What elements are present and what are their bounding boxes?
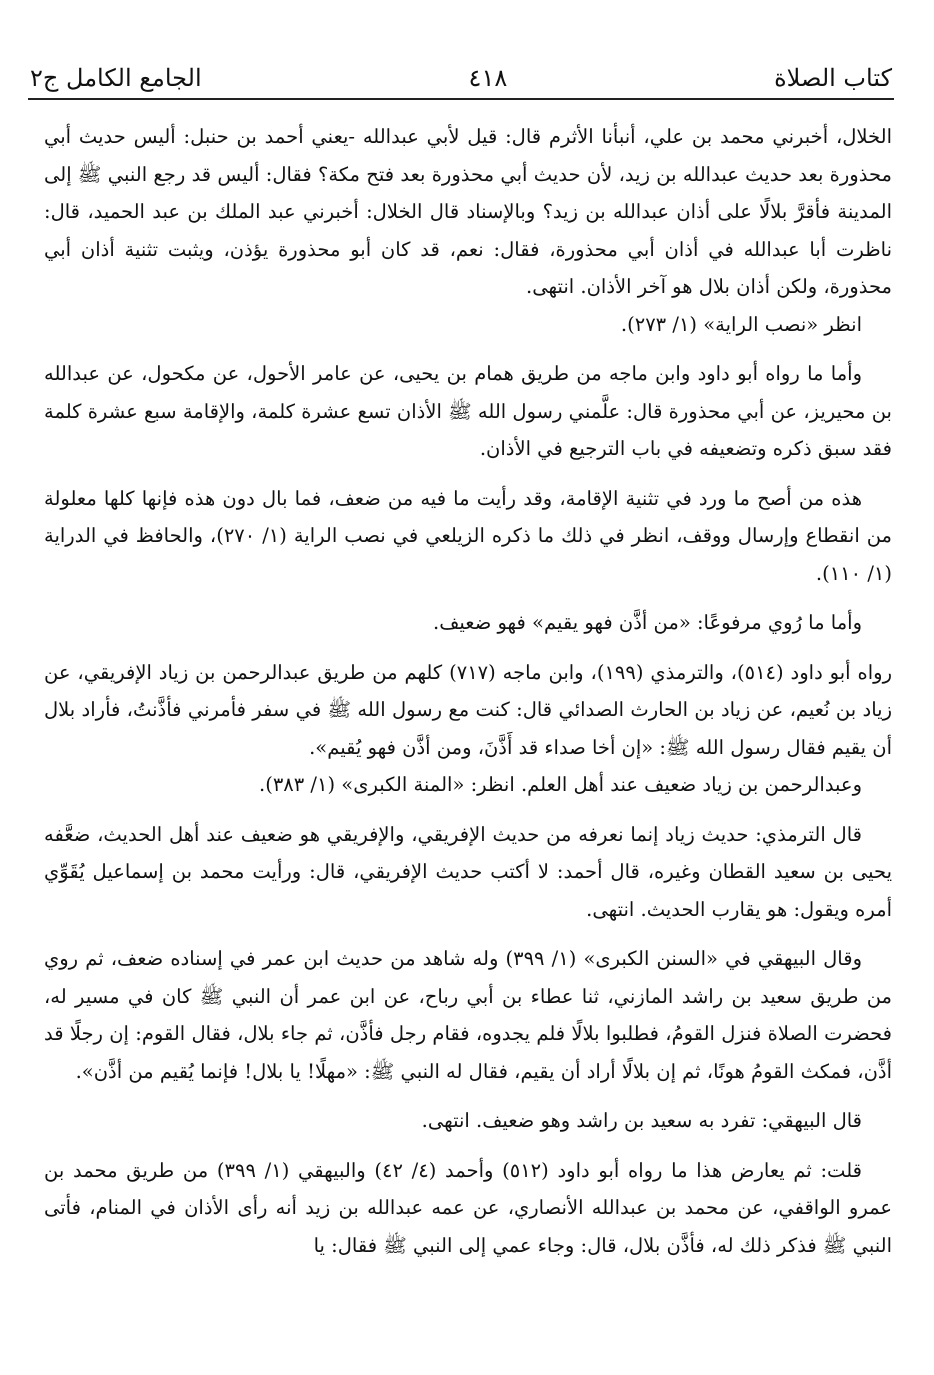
paragraph-khallal-narration: الخلال، أخبرني محمد بن علي، أنبأنا الأثرم قال: قيل لأبي عبدالله -يعني أحمد بن حنبل: أليس حديث أبي محذورة بعد حديث عبدالله بن زيد، لأن حديث أبي محذورة بعد فتح مكة؟ فقال: أليس قد رجع النبي ﷺ إلى المدينة فأقرَّ بلالًا على أذان عبدالله بن زيد؟ وبالإسناد قال الخلال: أخبرني عبد الملك بن عبد الحميد، قال: ناظرت أبا عبدالله في أذان أبي محذورة، فقال: نعم، قد كان أبو محذورة يؤذن، ويثبت تثنية أذان أبي محذورة، ولكن أذان بلال هو آخر الأذان. انتهى. xyxy=(44,125,892,298)
header-divider xyxy=(28,98,894,100)
paragraph-bayhaqi-tafarrud: قال البيهقي: تفرد به سعيد بن راشد وهو ضعيف. انتهى. xyxy=(421,1109,862,1132)
paragraph-tathniyat-iqama: هذه من أصح ما ورد في تثنية الإقامة، وقد رأيت ما فيه من ضعف، فما بال دون هذه فإنها كلها معلولة من انقطاع وإرسال ووقف، انظر في ذلك ما ذكره الزيلعي في نصب الراية (١/ ٢٧٠)، والحافظ في الدراية (١/ ١١٠). xyxy=(44,486,892,585)
page-body xyxy=(44,118,892,1264)
paragraph-riwaya-sources: رواه أبو داود (٥١٤)، والترمذي (١٩٩)، وابن ماجه (٧١٧) كلهم من طريق عبدالرحمن بن زياد الإفريقي، عن زياد بن نُعيم، عن زياد بن الحارث الصدائي قال: كنت مع رسول الله ﷺ في سفر فأمرني فأذَّنتُ، فأراد بلال أن يقيم فقال رسول الله ﷺ: «إن أخا صداء قد أَذَّنَ، ومن أذَّن فهو يُقيم». xyxy=(44,660,892,759)
paragraph-man-adhdhana: وأما ما رُوي مرفوعًا: «من أذَّن فهو يقيم» فهو ضعيف. xyxy=(433,611,862,634)
running-header xyxy=(30,52,892,92)
paragraph-tirmidhi: قال الترمذي: حديث زياد إنما نعرفه من حديث الإفريقي، والإفريقي هو ضعيف عند أهل الحديث، ضعَّفه يحيى بن سعيد القطان وغيره، قال أحمد: لا أكتب حديث الإفريقي، قال: ورأيت محمد بن إسماعيل يُقَوِّي أمره ويقول: هو يقارب الحديث. انتهى. xyxy=(44,822,892,921)
chapter-title: كتاب الصلاة xyxy=(774,64,892,92)
paragraph-qultu: قلت: ثم يعارض هذا ما رواه أبو داود (٥١٢) وأحمد (٤/ ٤٢) والبيهقي (١/ ٣٩٩) من طريق محمد بن عمرو الواقفي، عن محمد بن عبدالله الأنصاري، عن عمه عبدالله بن زيد أنه رأى الأذان في المنام، فأتى النبي ﷺ فذكر ذلك له، فأذَّن بلال، قال: وجاء عمي إلى النبي ﷺ فقال: يا xyxy=(44,1158,892,1257)
paragraph-bayhaqi-sunan: وقال البيهقي في «السنن الكبرى» (١/ ٣٩٩) وله شاهد من حديث ابن عمر في إسناده ضعف، ثم روي من طريق سعيد بن راشد المازني، ثنا عطاء بن أبي رباح، عن ابن عمر أن النبي ﷺ كان في مسير له، فحضرت الصلاة فنزل القومُ، فطلبوا بلالًا فلم يجدوه، فقام رجل فأذَّن، ثم جاء بلال، فقال القوم: إن رجلًا قد أذَّن، فمكث القومُ هونًا، ثم إن بلالًا أراد أن يقيم، فقال له النبي ﷺ: «مهلًا! يا بلال! فإنما يُقيم من أذَّن». xyxy=(44,947,892,1083)
paragraph-reference-nasb-alraya: انظر «نصب الراية» (١/ ٢٧٣). xyxy=(620,312,862,336)
paragraph-abdulrahman-daif: وعبدالرحمن بن زياد ضعيف عند أهل العلم. انظر: «المنة الكبرى» (١/ ٣٨٣). xyxy=(259,773,862,796)
page-number: ٤١٨ xyxy=(468,64,508,92)
book-title: الجامع الكامل ج٢ xyxy=(30,64,202,92)
paragraph-abu-dawud-ibn-majah: وأما ما رواه أبو داود وابن ماجه من طريق همام بن يحيى، عن عامر الأحول، عن مكحول، عن عبدالله بن محيريز، عن أبي محذورة قال: علَّمني رسول الله ﷺ الأذان تسع عشرة كلمة، والإقامة سبع عشرة كلمة فقد سبق ذكره وتضعيفه في باب الترجيع في الأذان. xyxy=(44,362,892,460)
